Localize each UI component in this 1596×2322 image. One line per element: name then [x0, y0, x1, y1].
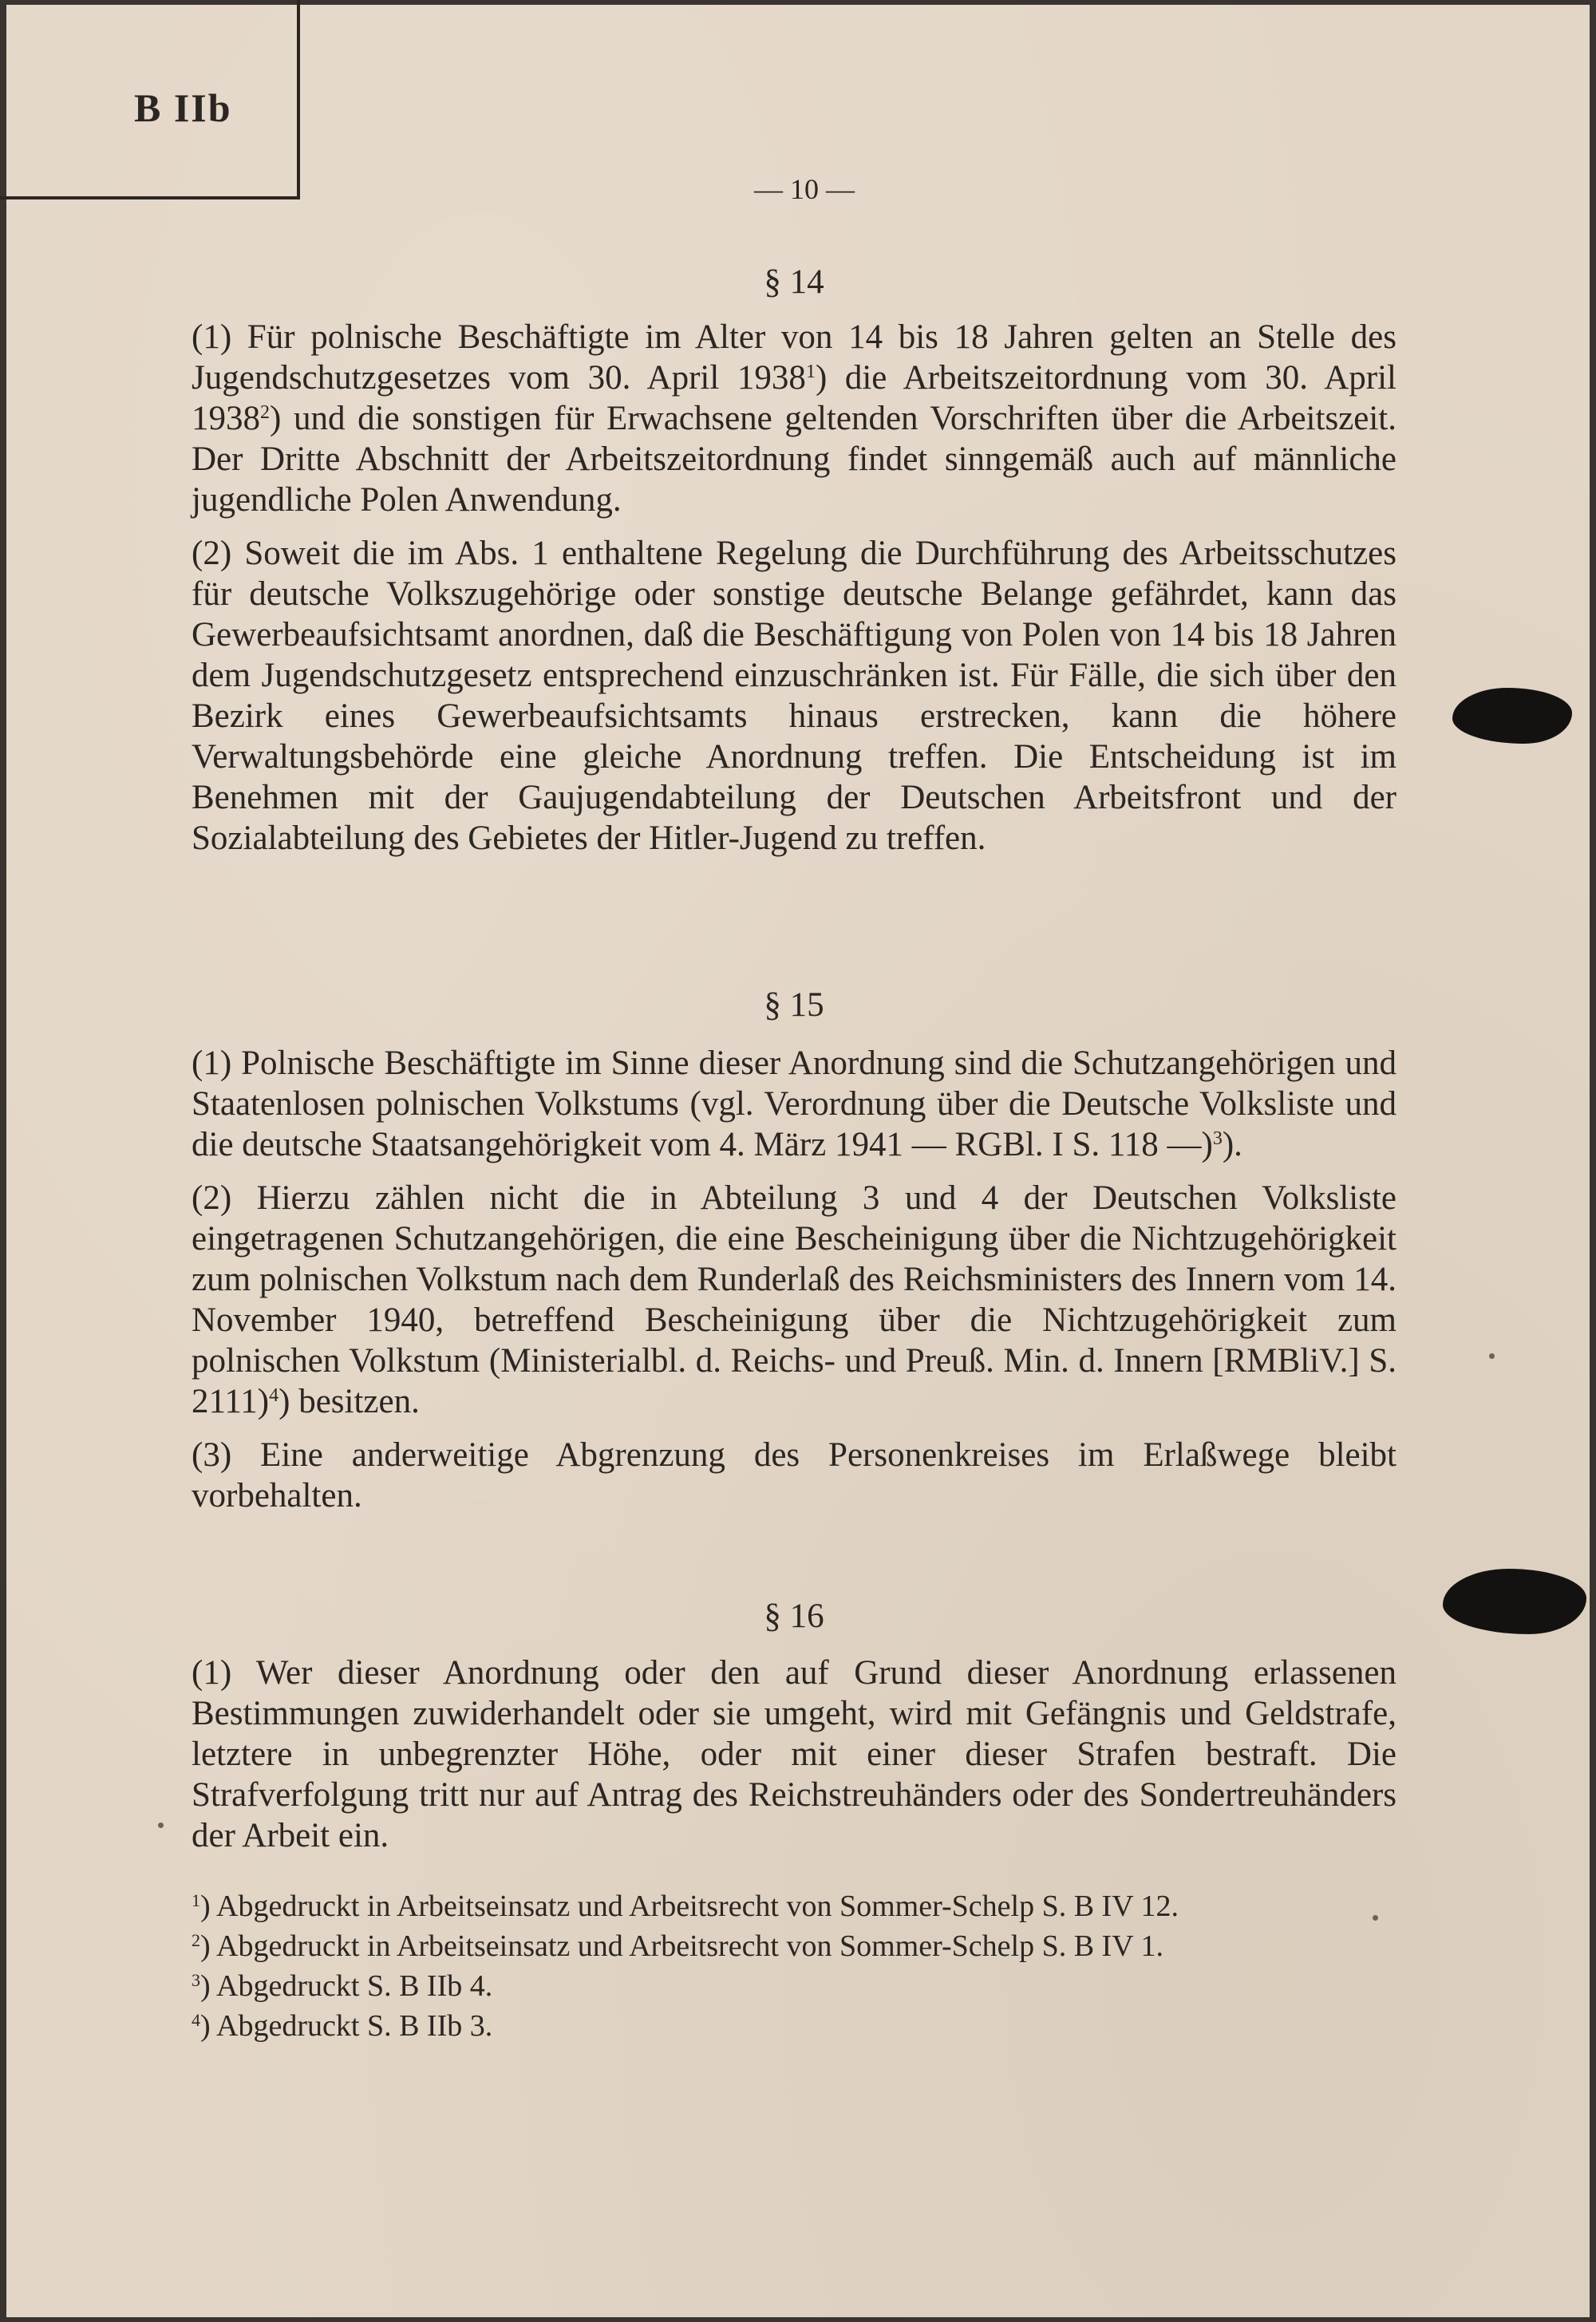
section-15: [192, 985, 1396, 1516]
footnote: [192, 1926, 1396, 1966]
speck: [1373, 1915, 1378, 1921]
footnote-mark: 3: [192, 1970, 200, 1990]
footnote-reference: 3: [1212, 1128, 1223, 1149]
speck: [158, 1822, 164, 1828]
paragraph: [192, 1653, 1396, 1856]
footnote-text: ) Abgedruckt S. B IIb 3.: [200, 2009, 493, 2043]
paragraph: [192, 1435, 1396, 1516]
paragraph-text: ) die Arbeitszeitordnung vom 30. April 1938: [192, 359, 1396, 437]
footnote: [192, 2006, 1396, 2046]
ink-blot: [1452, 688, 1572, 744]
paragraph-text: ) besitzen.: [279, 1383, 420, 1420]
footnote-reference: 4: [269, 1385, 279, 1406]
footnote-reference: 1: [805, 361, 816, 382]
paragraph: [192, 533, 1396, 859]
section-heading: § 14: [764, 263, 824, 301]
paragraph: [192, 1178, 1396, 1422]
paragraph-text: (1) Wer dieser Anordnung oder den auf Grund dieser Anordnung erlassenen Bestimmungen zuwiderhandelt oder sie umgeht, wird mit Gefängnis und Geldstrafe, letztere in unbegrenzter Höhe, oder mit einer dieser Strafen bestraft. Die Strafverfolgung tritt nur auf Antrag des Reichstreuhänders oder des Sondertreuhänders der Arbeit ein.: [192, 1654, 1396, 1854]
section-heading: § 15: [764, 986, 824, 1024]
section-16: [192, 1596, 1396, 1856]
paragraph-text: ).: [1222, 1126, 1242, 1163]
section-heading: § 16: [764, 1597, 824, 1635]
footnote: [192, 1966, 1396, 2006]
paragraph-text: ) und die sonstigen für Erwachsene geltenden Vorschriften über die Arbeitszeit. Der Dritte Abschnitt der Arbeitszeitordnung findet sinngemäß auch auf männliche jugendliche Polen Anwendung.: [192, 400, 1396, 519]
footnote-text: ) Abgedruckt in Arbeitseinsatz und Arbeitsrecht von Sommer-Schelp S. B IV 12.: [200, 1890, 1179, 1923]
section-code: B IIb: [134, 85, 232, 130]
ink-blot: [1443, 1569, 1586, 1634]
footnote-text: ) Abgedruckt in Arbeitseinsatz und Arbeitsrecht von Sommer-Schelp S. B IV 1.: [200, 1929, 1163, 1963]
footnote-text: ) Abgedruckt S. B IIb 4.: [200, 1969, 493, 2003]
paragraph: [192, 1043, 1396, 1165]
speck: [1489, 1353, 1495, 1359]
paragraph-text: (1) Polnische Beschäftigte im Sinne dieser Anordnung sind die Schutzangehörigen und Staatenlosen polnischen Volkstums (vgl. Verordnung über die Deutsche Volksliste und die deutsche Staatsangehörigkeit vom 4. März 1941 — RGBl. I S. 118 —): [192, 1045, 1396, 1163]
paragraph-text: (2) Soweit die im Abs. 1 enthaltene Regelung die Durchführung des Arbeitsschutzes für deutsche Volkszugehörige oder sonstige deutsche Belange gefährdet, kann das Gewerbeaufsichtsamt anordnen, daß die Beschäftigung von Polen von 14 bis 18 Jahren dem Jugendschutzgesetz entsprechend einzuschränken ist. Für Fälle, die sich über den Bezirk eines Gewerbeaufsichtsamts hinaus erstrecken, kann die höhere Verwaltungsbehörde eine gleiche Anordnung treffen. Die Entscheidung ist im Benehmen mit der Gaujugendabteilung der Deutschen Arbeitsfront und der Sozialabteilung des Gebietes der Hitler-Jugend zu treffen.: [192, 535, 1396, 857]
footnotes: [192, 1886, 1396, 2046]
footnote-reference: 2: [260, 402, 270, 423]
paragraph-text: (3) Eine anderweitige Abgrenzung des Personenkreises im Erlaßwege bleibt vorbehalten.: [192, 1436, 1396, 1514]
footnote-mark: 1: [192, 1890, 200, 1910]
footnote: [192, 1886, 1396, 1926]
document-page: [6, 5, 1590, 2317]
section-14: [192, 262, 1396, 859]
paragraph-text: (2) Hierzu zählen nicht die in Abteilung 3 und 4 der Deutschen Volksliste eingetragenen Schutzangehörigen, die eine Bescheinigung über die Nichtzugehörigkeit zum polnischen Volkstum nach dem Runderlaß des Reichsministers des Innern vom 14. November 1940, betreffend Bescheinigung über die Nichtzugehörigkeit zum polnischen Volkstum (Ministerialbl. d. Reichs- und Preuß. Min. d. Innern [RMBliV.] S. 2111): [192, 1179, 1396, 1420]
footnote-mark: 4: [192, 2010, 200, 2030]
paragraph: [192, 317, 1396, 520]
paragraph-text: (1) Für polnische Beschäftigte im Alter von 14 bis 18 Jahren gelten an Stelle des Jugendschutzgesetzes vom 30. April 1938: [192, 318, 1396, 397]
footnote-mark: 2: [192, 1930, 200, 1950]
page-number: — 10 —: [754, 173, 855, 205]
